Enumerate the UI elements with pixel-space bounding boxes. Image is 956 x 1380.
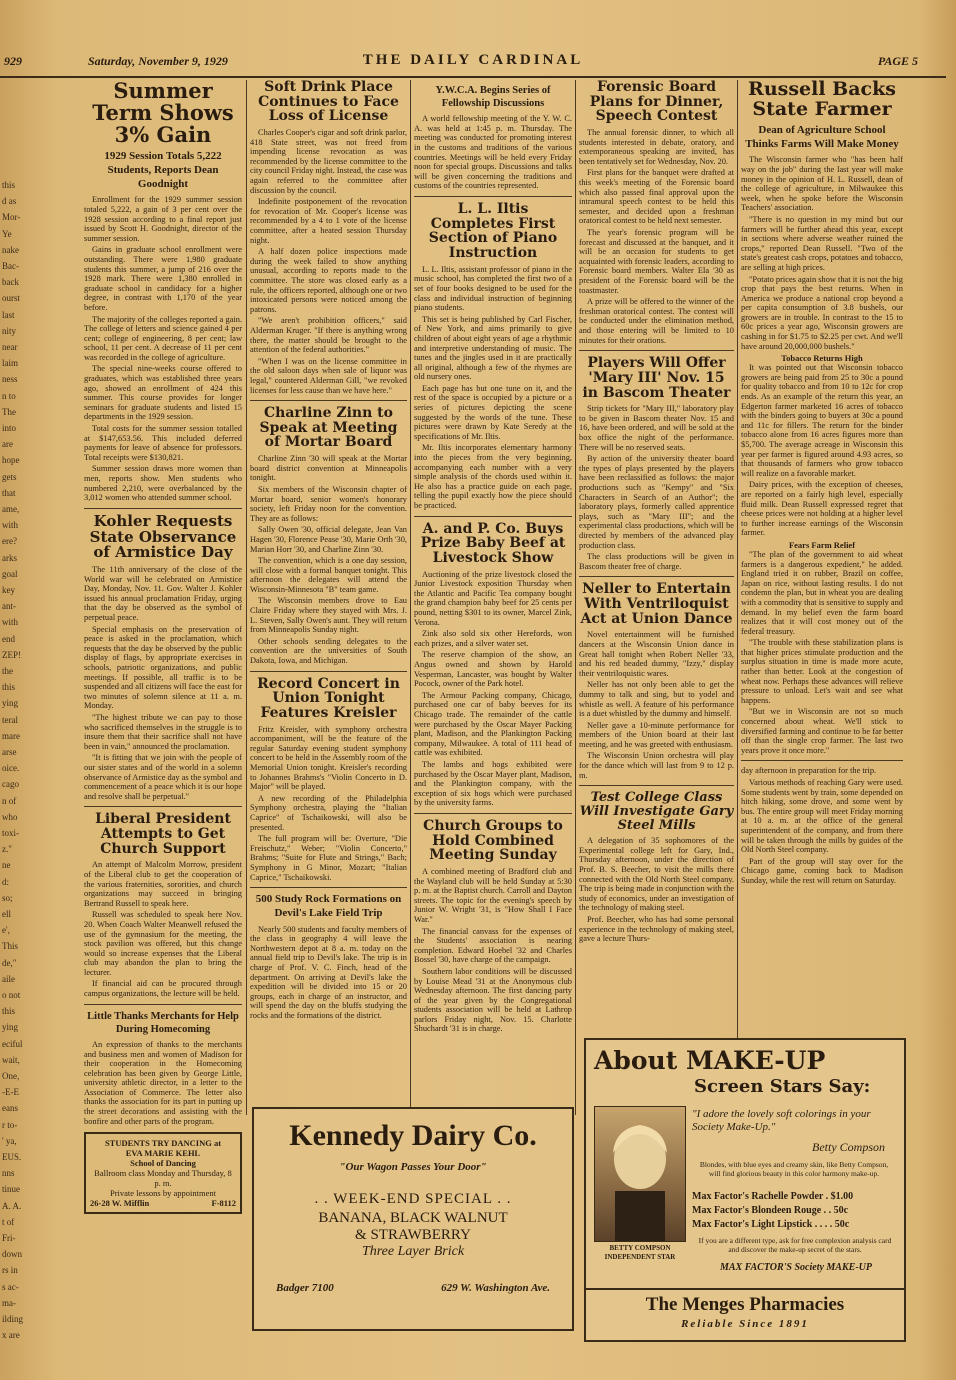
headline-ywca: Y.W.C.A. Begins Series of Fellowship Discussions bbox=[435, 85, 551, 110]
edge-text-fragment: this bbox=[2, 1006, 16, 1017]
headline-rock-formations: 500 Study Rock Formations on Devil's Lake Field Trip bbox=[255, 893, 402, 919]
headline-russell: Russell Backs State Farmer bbox=[748, 80, 896, 120]
left-page-fragment bbox=[0, 0, 78, 1380]
paragraph: Mr. Iltis incorporates elementary harmony into the pieces from the very beginning, accompanying each number with a very simple analysis of the chords used within it. He also has a practice guide on each page, telling the pupil exactly how the piece should be practiced. bbox=[414, 443, 572, 510]
headline-soft-drink: Soft Drink Place Continues to Face Loss of License bbox=[258, 80, 399, 125]
edge-text-fragment: t of bbox=[2, 1216, 15, 1227]
paragraph: Sally Owen '30, official delegate, Jean Van Hagen '30, Florence Pease '30, Marie Orth '30, Marian Horr '30, and Charline Zinn '30. bbox=[250, 525, 407, 554]
paragraph: Charles Cooper's cigar and soft drink parlor, 418 State street, was not freed from impending license revocation as was recommended by the license committee to the city council Friday night. Instead, the case was again referred to the committee after discussion by the council. bbox=[250, 128, 407, 195]
edge-text-fragment: so; bbox=[2, 892, 13, 903]
edge-text-fragment: d as bbox=[2, 196, 17, 207]
edge-text-fragment: ne bbox=[2, 860, 11, 871]
article-a-and-p-body bbox=[414, 570, 572, 808]
edge-text-fragment: Ye bbox=[2, 228, 12, 239]
paragraph: The financial canvass for the expenses of the Students' association is nearing completion. Edward Hoebel '32 and Charles Bossel '30, have charge of the campaign. bbox=[414, 926, 572, 965]
ad-signature: Betty Compson bbox=[812, 1140, 885, 1154]
paragraph: The full program will be: Overture, "Die Freischutz," Weber; "Violin Concerto," Brahms; "Suite for Flute and Strings," Bach; Symphony in G Minor, Mozart; "Italian Caprice," Tschaikowski. bbox=[250, 834, 407, 882]
masthead-left-fragment: 929 bbox=[4, 54, 22, 68]
column-1 bbox=[84, 80, 242, 1370]
ad-screen-stars: Screen Stars Say: bbox=[694, 1076, 871, 1097]
kennedy-dairy-ad bbox=[252, 1107, 574, 1331]
paragraph: Prof. Beecher, who has had some personal experience in the technology of making steel, gave a lecture Thurs- bbox=[579, 914, 734, 944]
headline-forensic-board: Forensic Board Plans for Dinner, Speech Contest bbox=[589, 80, 724, 125]
article-divider bbox=[84, 806, 242, 807]
ad-makeup-headline: About MAKE-UP bbox=[594, 1046, 826, 1075]
edge-text-fragment: nake bbox=[2, 244, 19, 255]
edge-text-fragment: ZEP! bbox=[2, 649, 21, 660]
headline-liberal-president: Liberal President Attempts to Get Church Support bbox=[95, 811, 231, 857]
article-divider bbox=[579, 576, 734, 577]
edge-text-fragment: this bbox=[2, 682, 16, 693]
paragraph: A new recording of the Philadelphia Symphony orchestra, playing the "Italian Caprice" of Tschaikowski, will also be presented. bbox=[250, 793, 407, 832]
subhead-farm-relief: Fears Farm Relief bbox=[788, 539, 856, 550]
ad-flavor-line: BANANA, BLACK WALNUT bbox=[318, 1210, 508, 1226]
paragraph: Russell was scheduled to speak here Nov. 20. When Coach Walter Meanwell refused the use of the gymnasium for the meeting, the stock pavilion was offered, but this change would so increase expenses that the Liberal club may abandon the plan to bring the lecturer. bbox=[84, 910, 242, 977]
paragraph: If financial aid can be procured through campus organizations, the lecture will be held. bbox=[84, 979, 242, 999]
article-divider bbox=[84, 1004, 242, 1005]
edge-text-fragment: ying bbox=[2, 1022, 19, 1033]
paragraph: "When I was on the license committee in the old saloon days when sale of liquor was legal," countered Alderman Gill, "we revoked licenses for less cause than we have here." bbox=[250, 356, 407, 395]
column-4 bbox=[579, 80, 734, 1115]
paragraph: Various methods of reaching Gary were used. Some students went by train, some depended on hitch hiking, some drove, and some went by bus. The entire group will meet Friday morning at 10 a. m. at the office of the general superintendent of the company, and from there will be taken through the mills by guides of the Old North Steel company. bbox=[741, 778, 903, 855]
masthead-page-number: PAGE 5 bbox=[877, 54, 918, 68]
article-iltis-body bbox=[414, 265, 572, 511]
column-2 bbox=[250, 80, 407, 1115]
headline-church-groups: Church Groups to Hold Combined Meeting Sunday bbox=[423, 817, 563, 864]
ad-phone: Badger 7100 bbox=[276, 1282, 334, 1294]
paragraph: The convention, which is a one day session, will close with a formal banquet tonight. This afternoon the delegates will attend the Wisconsin-Minnesota "B" team game. bbox=[250, 556, 407, 594]
edge-text-fragment: Bac- bbox=[2, 261, 19, 271]
product-line: Max Factor's Rachelle Powder . $1.00 bbox=[692, 1191, 854, 1202]
edge-text-fragment: arks bbox=[2, 552, 17, 563]
article-church-body bbox=[414, 867, 572, 1034]
edge-text-fragment: EUS. bbox=[2, 1152, 22, 1162]
ad-line: EVA MARIE KEHL bbox=[125, 1148, 201, 1159]
edge-text-fragment: Mor- bbox=[2, 212, 21, 223]
edge-text-fragment: are bbox=[2, 439, 13, 450]
ad-phone: F-8112 bbox=[211, 1198, 236, 1209]
subhead-tobacco: Tobacco Returns High bbox=[781, 353, 863, 364]
masthead bbox=[0, 52, 946, 78]
edge-text-fragment: ell bbox=[2, 909, 11, 919]
paragraph: Enrollment for the 1929 summer session totaled 5,222, a gain of 3 per cent over the 1928 session according to a final report just issued by Scott H. Goodnight, director of the summer session. bbox=[84, 195, 242, 243]
paragraph: The Wisconsin members drove to Eau Claire Friday where they stayed with Mrs. J. L. Steven, Sally Owen's aunt. They will return from Minneapolis Sunday night. bbox=[250, 596, 407, 635]
ad-line: School of Dancing bbox=[130, 1158, 196, 1169]
edge-text-fragment: One, bbox=[2, 1071, 20, 1081]
edge-text-fragment: eciful bbox=[2, 1038, 23, 1049]
paragraph: Each page has but one tune on it, and the rest of the space is occupied by a picture or a series of pictures depicting the scene suggested by the words of the tune. These pictures were drawn by Kate Seredy at the specifications of Mr. Iltis. bbox=[414, 383, 572, 441]
edge-text-fragment: A. A. bbox=[2, 1200, 22, 1211]
paragraph: "We aren't prohibition officers," said Alderman Kruger. "If there is anything wrong there, the matter should be brought to the attention of the federal authorities." bbox=[250, 316, 407, 355]
paragraph: Fritz Kreisler, with symphony orchestra accompaniment, will be the feature of the regular Saturday evening student symphony concert to be held in the Assembly room of the Memorial Union tonight. Kreisler's recording to Johannes Brahms's "Violin Concerto in D. Major" will be played. bbox=[250, 724, 407, 792]
paragraph: "But we in Wisconsin are not so much concerned about wheat. We'll stick to diversified farming and continue to be far better off than the single crop farmer. The last two years prove it once more." bbox=[741, 707, 903, 755]
article-divider bbox=[741, 760, 903, 761]
paragraph: A world fellowship meeting of the Y. W. C. A. was held at 1:45 p. m. Thursday. The meeting was conducted for promoting interest in the customs and traditions of the various countries. Meetings will be held every Friday noon for special groups. Discussions and talks will be given concerning the traditions and customs of the countries represented. bbox=[414, 114, 572, 191]
edge-text-fragment: ere? bbox=[2, 536, 17, 547]
article-players-body bbox=[579, 404, 734, 571]
edge-text-fragment: de," bbox=[2, 957, 17, 968]
portrait-icon bbox=[595, 1107, 685, 1241]
paragraph: day afternoon in preparation for the trip. bbox=[741, 766, 877, 776]
edge-text-fragment: Fri- bbox=[2, 1233, 16, 1243]
article-kohler-body bbox=[84, 565, 242, 801]
column-rule bbox=[737, 80, 738, 1115]
paragraph: Special emphasis on the preservation of peace is asked in the proclamation, which requests that the day be observed by the public display of flags, by appropriate exercises in schools, patriotic organizations, and public meetings. If possible, all traffic is to be suspended and all citizens will face the east for two minutes of solemn silence at 11 a. m. Monday. bbox=[84, 624, 242, 711]
paragraph: A prize will be offered to the winner of the freshman oratorical contest. The contest will be conducted under the elimination method, and those entering will be limited to 10 minutes for their orations. bbox=[579, 297, 734, 345]
paragraph: A delegation of 35 sophomores of the Experimental college left for Gary, Ind., Thursday afternoon, under the direction of Prof. B. S. Beecher, to visit the mills there connected with the Old North Steel company. The trip is being made in conjunction with the study of economics, under an investigation of the technology of making steel. bbox=[579, 836, 734, 913]
edge-text-fragment: arse bbox=[2, 747, 17, 757]
edge-text-fragment: cago bbox=[2, 779, 19, 790]
paragraph: Nearly 500 students and faculty members of the class in geography 4 will leave the Northwestern depot at 8 a. m. today on the annual field trip to Devil's lake. The trip is in charge of Prof. V. C. Finch, head of the department. On arriving at Devil's lake the expedition will be divided into 15 or 20 groups, each in charge of an instructor, and will spend the day on the bluffs studying the rocks and the formations of the district. bbox=[250, 924, 407, 1021]
edge-text-fragment: o not bbox=[2, 990, 21, 1000]
edge-text-fragment: This bbox=[2, 941, 19, 952]
subhead-russell: Dean of Agriculture School Thinks Farms Will Make Money bbox=[745, 123, 899, 150]
edge-text-fragment: ilding bbox=[2, 1314, 24, 1324]
edge-text-fragment: aile bbox=[2, 973, 15, 984]
ad-slogan: "Our Wagon Passes Your Door" bbox=[339, 1161, 487, 1173]
edge-text-fragment: that bbox=[2, 487, 16, 498]
paragraph: "The plan of the government to aid wheat farmers is a dangerous expedient," he added. England tried it on rubber, Brazil on coffee, Japan on rice, without lasting results. I do not condemn the plan, but in wheat you are dealing with a commodity that is sensitive to supply and demand. In my belief even the farm board realizes that it will cost money out of the federal treasury. bbox=[741, 549, 903, 636]
edge-text-fragment: ma- bbox=[2, 1297, 16, 1308]
edge-text-fragment: n of bbox=[2, 795, 17, 806]
paragraph: The 11th anniversary of the close of the World war will be celebrated on Armistice Day, Monday, Nov. 11. Gov. Walter J. Kohler issued his annual proclamation Friday, urging that the day be observed as the symbol of perpetual peace. bbox=[84, 565, 242, 623]
article-divider bbox=[579, 350, 734, 351]
paragraph: Strip tickets for "Mary III," laboratory play to be given in Bascom theater Nov. 15 and 16, have been ordered, and will be sold at the box office the night of the performance. There will be no reserved seats. bbox=[579, 404, 734, 452]
masthead-title: THE DAILY CARDINAL bbox=[362, 52, 584, 68]
headline-summer-term: Summer Term Shows 3% Gain bbox=[92, 80, 234, 148]
paragraph: L. L. Iltis, assistant professor of piano in the music school, has completed the first two of a set of four books designed to be used for the class and individual instruction of beginning piano students. bbox=[414, 264, 572, 313]
paragraph: Summer session draws more women than men, reports show. Men students who numbered 2,210, were overbalanced by the 3,012 women who attended summer school. bbox=[84, 464, 242, 503]
paragraph: The Armour Packing company, Chicago, purchased one car of baby beeves for its Chicago trade. The remainder of the cattle were purchased by the Oscar Mayer Packing plant, Madison, and the Plankington Packing company, Milwaukee. A total of 111 head of cattle was exhibited. bbox=[414, 690, 572, 758]
product-line: Max Factor's Light Lipstick . . . . 50c bbox=[692, 1219, 850, 1230]
edge-text-fragment: mare bbox=[2, 730, 20, 741]
paragraph: "The highest tribute we can pay to those who sacrificed themselves in the struggle is to insure them that their sacrifice shall not have been in vain," announced the proclamation. bbox=[84, 712, 242, 751]
edge-text-fragment: eans bbox=[2, 1103, 18, 1114]
edge-text-fragment: hope bbox=[2, 455, 20, 466]
paragraph: An attempt of Malcolm Morrow, president of the Liberal club to get the cooperation of the various fraternities, sororities, and church organizations may succeed in bringing Bertrand Russell to speak here. bbox=[84, 860, 242, 908]
edge-text-fragment: tinue bbox=[2, 1184, 20, 1195]
paragraph: Auctioning of the prize livestock closed the Junior Livestock exposition Thursday when the Atlantic and Pacific Tea company bought the grand champion baby beef for 25 cents per pound, netting $301 to its owner, Marcel Zink, Verona. bbox=[414, 569, 572, 627]
edge-text-fragment: n to bbox=[2, 390, 16, 401]
edge-text-fragment: near bbox=[2, 342, 18, 352]
ad-flavor-line: & STRAWBERRY bbox=[355, 1227, 471, 1243]
edge-text-fragment: The bbox=[2, 406, 16, 417]
paragraph: A half dozen police inspections made during the week failed to show anything unusual, according to reports made to the committee. The store was closed early as a rule, the officers reported, although one or two intoxicated persons were noticed among the patrons. bbox=[250, 247, 407, 314]
headline-neller: Neller to Entertain With Ventriloquist Act at Union Dance bbox=[580, 581, 733, 627]
ad-quote: "I adore the lovely soft colorings in your Society Make-Up." bbox=[692, 1108, 871, 1133]
article-divider bbox=[414, 516, 572, 517]
edge-text-fragment: who bbox=[2, 811, 18, 822]
headline-little-thanks: Little Thanks Merchants for Help During Homecoming bbox=[87, 1010, 239, 1035]
headline-kohler: Kohler Requests State Observance of Armistice Day bbox=[89, 511, 237, 562]
paragraph: The Wisconsin Union orchestra will play for the dance which will last from 9 to 12 p. m. bbox=[579, 751, 734, 780]
ad-special: . . WEEK-END SPECIAL . . bbox=[314, 1191, 512, 1207]
paragraph: Six members of the Wisconsin chapter of Mortar board, senior women's honorary society, left Friday noon for the convention. They are as follows: bbox=[250, 484, 407, 523]
ad-line: Ballroom class Monday and Thursday, 8 p. m. bbox=[94, 1168, 232, 1189]
edge-text-fragment: r to- bbox=[2, 1119, 18, 1130]
article-divider bbox=[250, 671, 407, 672]
paragraph: The majority of the colleges reported a gain. The college of letters and science gained 4 per cent; college of engineering, 8 per cent; law school, 11 per cent. A decrease of 11 per cent was recorded in the college of agriculture. bbox=[84, 314, 242, 362]
article-divider bbox=[250, 887, 407, 888]
ad-note: If you are a different type, ask for free complexion analysis card and discover the make-up secret of the stars. bbox=[698, 1236, 892, 1254]
paragraph: The Wisconsin farmer who "has been half way on the job" during the last year will make money in the opinion of H. L. Russell, dean of the college of agriculture, in Milwaukee this week, when he spoke before the Wisconsin Teachers' association. bbox=[741, 155, 903, 213]
paragraph: Dairy prices, with the exception of cheeses, are reported on a fairly high level, especially fluid milk. Dean Russell expressed regret that cheese prices were not holding at a higher level to further increase earnings of the Wisconsin farmer. bbox=[741, 480, 903, 538]
headline-record-concert: Record Concert in Union Tonight Features Kreisler bbox=[257, 675, 400, 721]
headline-iltis: L. L. Iltis Completes First Section of Piano Instruction bbox=[428, 201, 558, 262]
subhead-summer-term: 1929 Session Totals 5,222 Students, Reports Dean Goodnight bbox=[104, 150, 222, 190]
edge-text-fragment: end bbox=[2, 633, 15, 644]
article-neller-body bbox=[579, 630, 734, 780]
photo-caption-title: INDEPENDENT STAR bbox=[604, 1253, 676, 1261]
article-forensic-body bbox=[579, 128, 734, 345]
edge-text-fragment: e', bbox=[2, 925, 10, 936]
edge-text-fragment: last bbox=[2, 309, 15, 320]
paragraph: Part of the group will stay over for the Chicago game, coming back to Madison Sunday, while the rest will return on Saturday. bbox=[741, 856, 903, 885]
headline-players-mary-iii: Players Will Offer 'Mary III' Nov. 15 in Bascom Theater bbox=[582, 355, 731, 401]
edge-text-fragment: back bbox=[2, 277, 19, 288]
product-line: Max Factor's Blondeen Rouge . . 50c bbox=[692, 1205, 849, 1216]
max-factor-ad bbox=[584, 1038, 906, 1342]
edge-text-fragment: down bbox=[2, 1249, 22, 1260]
column-rule bbox=[575, 80, 576, 1115]
paragraph: Neller gave a 10-minute performance for members of the Union board at their last meeting, and he was greeted with enthusiasm. bbox=[579, 720, 734, 749]
ad-store-tagline: Reliable Since 1891 bbox=[681, 1318, 809, 1330]
edge-text-fragment: key bbox=[2, 585, 15, 595]
edge-text-fragment: nns bbox=[2, 1168, 15, 1179]
betty-compson-photo bbox=[594, 1106, 686, 1242]
paragraph: "The trouble with these stabilization plans is that higher prices stimulate production and the surplus situation in time is made more acute, rather than better. Look at the congestion of wheat now. Perhaps these advances will relieve pressure to unload. Let's wait and see what happens. bbox=[741, 638, 903, 705]
column-rule bbox=[410, 80, 411, 1115]
article-liberal-body bbox=[84, 860, 242, 998]
paragraph: This set is being published by Carl Fischer, of New York, and aims primarily to give children of about eight years of age a rhythmic and interpretive understanding of music. The tunes and the jingles used in it are practically all original, although a few of the rhymes are old nursery ones. bbox=[414, 314, 572, 382]
dancing-school-ad bbox=[84, 1132, 242, 1214]
column-3 bbox=[414, 80, 572, 1115]
edge-text-fragment: wait, bbox=[2, 1054, 20, 1065]
article-zinn-body bbox=[250, 454, 407, 665]
edge-text-fragment: rs in bbox=[2, 1265, 18, 1276]
paragraph: Gains in graduate school enrollment were outstanding. There were 1,980 graduate students this summer, a jump of 216 over the 1928 mark. There were 1,380 enrolled in graduate school in candidacy for a higher degree, in contrast with 1,170 of the year before. bbox=[84, 245, 242, 312]
ad-line: STUDENTS TRY DANCING at bbox=[104, 1138, 222, 1149]
paragraph: The class productions will be given in Bascom theater free of charge. bbox=[579, 552, 734, 571]
edge-text-fragment: z." bbox=[2, 844, 12, 855]
article-concert-body bbox=[250, 725, 407, 883]
paragraph: Southern labor conditions will be discussed by Louise Mead '31 at the Anonymous club Wednesday afternoon. The first dancing party of the year given by the Congregational students association will be held at Lathrop parlors Friday night, Nov. 15. Charlotte Shuchardt '31 is in charge. bbox=[414, 966, 572, 1034]
edge-text-fragment: laim bbox=[2, 358, 18, 369]
paragraph: The reserve champion of the show, an Angus owned and shown by Harold Vesperman, Lancaster, was bought by Walter Pocock, owner of the Park hotel. bbox=[414, 650, 572, 689]
article-divider bbox=[414, 196, 572, 197]
edge-text-fragment: d: bbox=[2, 876, 10, 887]
paragraph: Novel entertainment will be furnished dancers at the Wisconsin Union dance in Great hall tonight when Robert Neller '33, and his red headed dummy, "Izzy," display their ventriloquistic wares. bbox=[579, 630, 734, 678]
edge-text-fragment: s ac- bbox=[2, 1281, 19, 1292]
paragraph: An expression of thanks to the merchants and business men and women of Madison for their cooperation in the Homecoming celebration has been given by George Little, university athletic director, in a letter to the Association of Commerce. The letter also thanks the association for its part in putting up the street decorations and assisting with the bonfire and other parts of the program. bbox=[84, 1039, 242, 1126]
edge-text-fragment: ying bbox=[2, 698, 19, 709]
article-test-college-body bbox=[579, 836, 734, 944]
edge-text-fragment: x are bbox=[2, 1330, 20, 1341]
paragraph: "It is fitting that we join with the people of our sister states and of the world in a solemn observance of Armistice day as the symbol and commencement of a peace which it is our hope and resolve shall be perpetual." bbox=[84, 753, 242, 801]
edge-text-fragment: teral bbox=[2, 714, 18, 725]
edge-text-fragment: with bbox=[2, 617, 19, 628]
headline-a-and-p: A. and P. Co. Buys Prize Baby Beef at Livestock Show bbox=[420, 520, 566, 566]
ad-address: 629 W. Washington Ave. bbox=[441, 1282, 550, 1294]
edge-text-fragment: the bbox=[2, 666, 13, 676]
paragraph: A combined meeting of Bradford club and the Wayland club will be held Sunday at 5:30 p. m. at the Baptist church. Carroll and Dayton streets. The topic for the evening's speech by Junior W. Wright '31, is "How Shall I Face War." bbox=[414, 866, 572, 924]
edge-text-fragment: toxi- bbox=[2, 828, 19, 838]
headline-test-college: Test College Class Will Investigate Gary Steel Mills bbox=[579, 790, 734, 833]
edge-text-fragment: with bbox=[2, 520, 19, 531]
edge-text-fragment: ness bbox=[2, 374, 18, 385]
ad-address: 26-28 W. Mifflin bbox=[90, 1198, 150, 1209]
ad-description: Blondes, with blue eyes and creamy skin, like Betty Compson, will find glorious beauty in this color harmony make-up. bbox=[699, 1160, 889, 1178]
article-divider bbox=[250, 400, 407, 401]
ad-company-name: Kennedy Dairy Co. bbox=[289, 1119, 537, 1152]
paragraph: The annual forensic dinner, to which all students interested in debate, oratory, and extemporaneous speaking are invited, has been tentatively set for Wednesday, Nov. 20. bbox=[579, 128, 734, 166]
paragraph: "Potato prices again show that it is not the big crop that pays the best returns. When in America we produce a national crop beyond a per capita consumption of 3.8 bushels, our growers are in trouble. In contrast to the 15 to 60c prices a year ago, Wisconsin growers are cashing in for $1.75 to $2.25 per cwt. And we'll have around 20,000,000 bushels." bbox=[741, 274, 903, 351]
edge-text-fragment: goal bbox=[2, 568, 18, 579]
paragraph: Indefinite postponement of the revocation for revocation of Mr. Cooper's license was recommended by a 4 to 1 vote of the license committee, after a heated session Thursday night. bbox=[250, 197, 407, 245]
paragraph: The year's forensic program will be forecast and discussed at the banquet, and it will be an occasion for students to get acquainted with forensic leaders, according to Forensic board members. Walter Ela '30 as president of the Forensic board will be the toastmaster. bbox=[579, 228, 734, 295]
edge-text-fragment: nity bbox=[2, 325, 17, 336]
article-divider bbox=[579, 785, 734, 786]
paragraph: Neller has not only been able to get the dummy to talk and sing, but to yodel and whistle as well. A feature of his performance is a duet whistled by the dummy and himself. bbox=[579, 680, 734, 719]
paragraph: The special nine-weeks course offered to graduates, which was established three years ago, showed an enrollment of 424 this summer. This course provides for longer seminars for graduate students and listed 15 departments in the 1929 session. bbox=[84, 364, 242, 422]
photo-caption-name: BETTY COMPSON bbox=[609, 1244, 671, 1252]
article-soft-drink-body bbox=[250, 128, 407, 395]
paragraph: It was pointed out that Wisconsin tobacco growers are being paid from 25 to 30c a pound for quality tobacco and from 10 to 12c for crop ends. As an example of the return this year, an Edgerton farmer marketed 16 acres of tobacco with the binders going to buyers at 30c a pound and 11c for fillers. The return for the binder tobacco alone from 16 acres figures more than $5,700. The average acreage in Wisconsin this year per farmer is figured around 4.93 acres, so that thousands of farmers who grow tobacco will realize on a favorable market. bbox=[741, 363, 903, 478]
edge-text-fragment: -E-E bbox=[2, 1087, 19, 1098]
paragraph: Charline Zinn '30 will speak at the Mortar board district convention at Minneapolis tonight. bbox=[250, 454, 407, 483]
edge-text-fragment: this bbox=[2, 180, 16, 190]
paragraph: Total costs for the summer session totalled at $147,653.56. This included deferred payments for leave of absence for professors. Total receipts were $130,821. bbox=[84, 424, 242, 462]
edge-text-fragment: into bbox=[2, 423, 17, 433]
edge-text-fragment: gets bbox=[2, 471, 17, 482]
ad-brick: Three Layer Brick bbox=[361, 1244, 465, 1259]
article-summer-term-body bbox=[84, 195, 242, 502]
column-rule bbox=[246, 80, 247, 1115]
masthead-date: Saturday, November 9, 1929 bbox=[88, 54, 228, 68]
article-divider bbox=[414, 813, 572, 814]
ad-store-name: The Menges Pharmacies bbox=[645, 1294, 845, 1315]
column-5 bbox=[741, 80, 903, 1115]
paragraph: Other schools sending delegates to the convention are the universities of South Dakota, Iowa, and Michigan. bbox=[250, 636, 407, 666]
headline-charline-zinn: Charline Zinn to Speak at Meeting of Mortar Board bbox=[259, 405, 398, 451]
paragraph: "There is no question in my mind but our farmers will be further ahead this year, except in sections where adverse weather ruined the crops," reported Dean Russell. "Two of the state's greatest cash crops, potatoes and tobacco, are selling at high prices. bbox=[741, 214, 903, 272]
article-divider bbox=[84, 508, 242, 509]
paragraph: By action of the university theater board the types of plays presented by the players have been reclassified as follows: the major productions such as "Kempy" and "Six Characters in Search of an Author"; the laboratory plays, formerly called apprentice plays, such as "Mary III"; and the experimental class productions, which will be directed by members of the advanced play production class. bbox=[579, 454, 734, 550]
edge-text-fragment: ' ya, bbox=[2, 1135, 17, 1146]
edge-text-fragment: ourst bbox=[2, 293, 20, 304]
edge-text-fragment: oice. bbox=[2, 763, 20, 774]
paragraph: First plans for the banquet were drafted at this week's meeting of the Forensic board which also passed final approval upon the intramural speech contest to be held this semester, and decided upon a freshman oratorical contest to be held next semester. bbox=[579, 168, 734, 226]
edge-text-fragment: ant- bbox=[2, 601, 16, 612]
ad-brand: MAX FACTOR'S Society MAKE-UP bbox=[720, 1262, 872, 1273]
paragraph: Zink also sold six other Herefords, won each prizes, and a silver water set. bbox=[414, 629, 572, 648]
edge-text-fragment: ame, bbox=[2, 504, 20, 514]
ad-line: Private lessons by appointment bbox=[109, 1188, 216, 1199]
paragraph: The lambs and hogs exhibited were purchased by the Oscar Mayer plant, Madison, and the Plankington company, with the exception of six hogs which were purchased by the university farms. bbox=[414, 759, 572, 808]
article-russell-body bbox=[741, 155, 903, 755]
